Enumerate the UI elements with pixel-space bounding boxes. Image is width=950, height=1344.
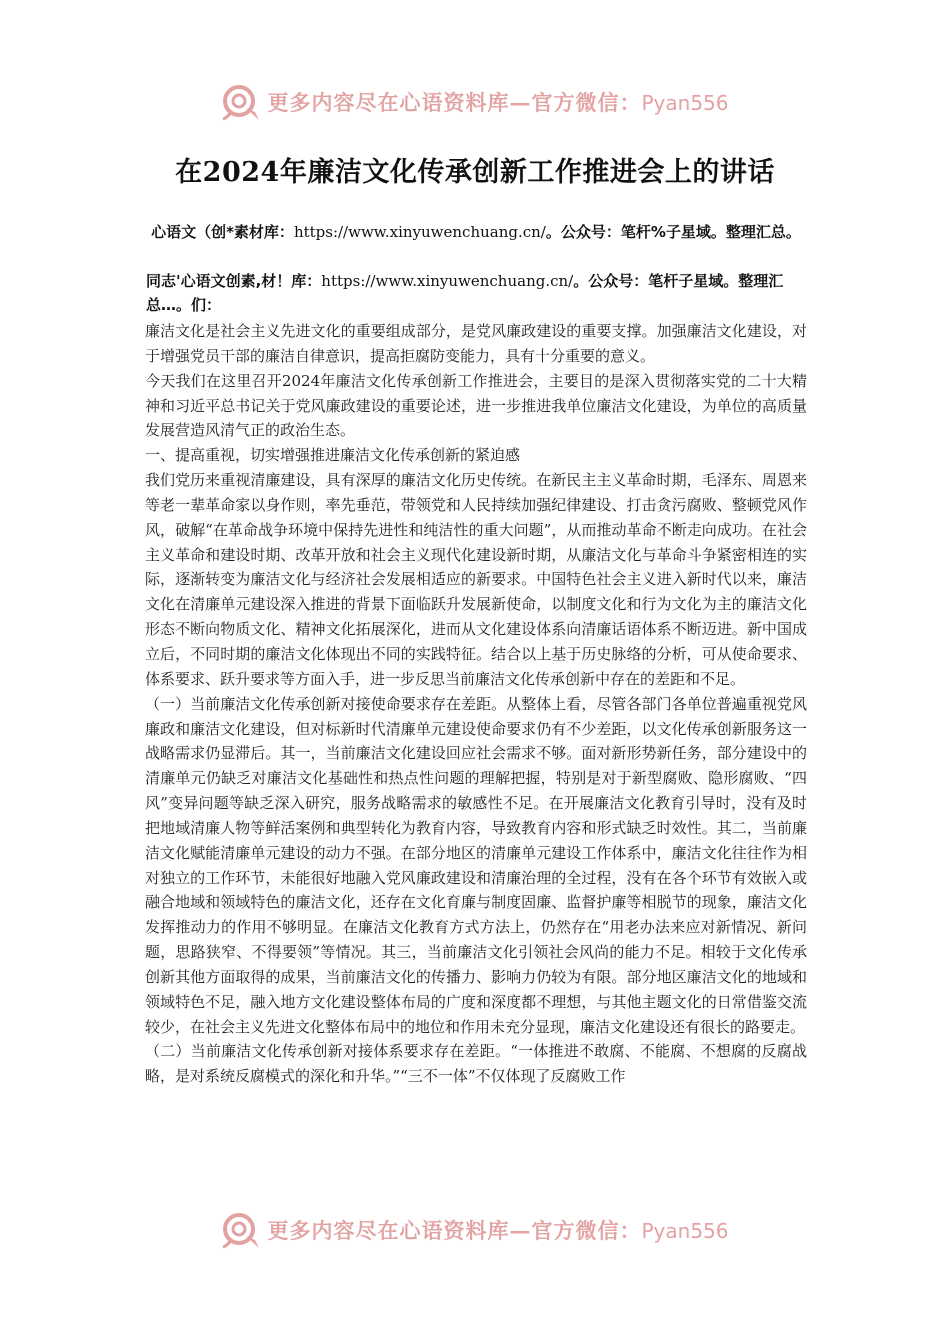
header-watermark-banner xyxy=(0,80,950,124)
source-line-1: 心语文（创*素材库：https://www.xinyuwenchuang.cn/。公众号：笔杆%子星域。整理汇总。 xyxy=(151,223,801,241)
footer-watermark-banner xyxy=(0,1208,950,1252)
banner-wechat-id: Pyan556 xyxy=(641,1219,729,1243)
paragraph: （二）当前廉洁文化传承创新对接体系要求存在差距。“一体推进不敢腐、不能腐、不想腐的反腐战略，是对系统反腐模式的深化和升华。”“三不一体”不仅体现了反腐败工作 xyxy=(145,1042,807,1086)
section-heading: 一、提高重视，切实增强推进廉洁文化传承创新的紧迫感 xyxy=(145,446,521,465)
banner-text: 更多内容尽在心语资料库—官方微信：Pyan556 xyxy=(267,90,729,115)
paragraph: 我们党历来重视清廉建设，具有深厚的廉洁文化历史传统。在新民主主义革命时期，毛泽东、周恩来等老一辈革命家以身作则，率先垂范，带领党和人民持续加强纪律建设、打击贪污腐败、整顿党风作风，破解“在革命战争环境中保持先进性和纯洁性的重大问题”，从而推动革命不断走向成功。在社会主义革命和建设时期、改革开放和社会主义现代化建设新时期，从廉洁文化与革命斗争紧密相连的实际，逐渐转变为廉洁文化与经济社会发展相适应的新要求。中国特色社会主义进入新时代以来，廉洁文化在清廉单元建设深入推进的背景下面临跃升发展新使命，以制度文化和行为文化为主的廉洁文化形态不断向物质文化、精神文化拓展深化，进而从文化建设体系向清廉话语体系不断迈进。新中国成立后，不同时期的廉洁文化体现出不同的实践特征。结合以上基于历史脉络的分析，可从使命要求、体系要求、跃升要求等方面入手，进一步反思当前廉洁文化传承创新中存在的差距和不足。 xyxy=(145,471,807,688)
paragraph: 今天我们在这里召开2024年廉洁文化传承创新工作推进会，主要目的是深入贯彻落实党的二十大精神和习近平总书记关于党风廉政建设的重要论述，进一步推进我单位廉洁文化建设，为单位的高质量发展营造风清气正的政治生态。 xyxy=(145,371,807,440)
brush-pen-logo-icon xyxy=(221,82,261,122)
banner-wechat-id: Pyan556 xyxy=(641,91,729,115)
banner-text: 更多内容尽在心语资料库—官方微信：Pyan556 xyxy=(267,1218,729,1243)
source-line-2: 同志'心语文创素,材！库：https://www.xinyuwenchuang.cn/。公众号：笔杆子星域。整理汇总…。们： xyxy=(146,272,784,314)
document-title: 在2024年廉洁文化传承创新工作推进会上的讲话 xyxy=(175,157,775,188)
brush-pen-logo-icon xyxy=(221,1210,261,1250)
paragraph: 廉洁文化是社会主义先进文化的重要组成部分，是党风廉政建设的重要支撑。加强廉洁文化建设，对于增强党员干部的廉洁自律意识，提高拒腐防变能力，具有十分重要的意义。 xyxy=(145,322,807,365)
document-body xyxy=(145,319,807,1089)
paragraph: （一）当前廉洁文化传承创新对接使命要求存在差距。从整体上看，尽管各部门各单位普遍重视党风廉政和廉洁文化建设，但对标新时代清廉单元建设使命要求仍有不少差距，以文化传承创新服务这一战略需求仍显滞后。其一，当前廉洁文化建设回应社会需求不够。面对新形势新任务，部分建设中的清廉单元仍缺乏对廉洁文化基础性和热点性问题的理解把握，特别是对于新型腐败、隐形腐败、“四风”变异问题等缺乏深入研究，服务战略需求的敏感性不足。在开展廉洁文化教育引导时，没有及时把地域清廉人物等鲜活案例和典型转化为教育内容，导致教育内容和形式缺乏时效性。其二，当前廉洁文化赋能清廉单元建设的动力不强。在部分地区的清廉单元建设工作体系中，廉洁文化往往作为相对独立的工作环节，未能很好地融入党风廉政建设和清廉治理的全过程，没有在各个环节有效嵌入或融合地域和领域特色的廉洁文化，还存在文化育廉与制度固廉、监督护廉等相脱节的现象，廉洁文化发挥推动力的作用不够明显。在廉洁文化教育方式方法上，仍然存在“用老办法来应对新情况、新问题，思路狭窄、不得要领”等情况。其三，当前廉洁文化引领社会风尚的能力不足。相较于文化传承创新其他方面取得的成果，当前廉洁文化的传播力、影响力仍较为有限。部分地区廉洁文化的地域和领域特色不足，融入地方文化建设整体布局的广度和深度都不理想，与其他主题文化的日常借鉴交流较少，在社会主义先进文化整体布局中的地位和作用未充分显现，廉洁文化建设还有很长的路要走。 xyxy=(145,694,807,1036)
